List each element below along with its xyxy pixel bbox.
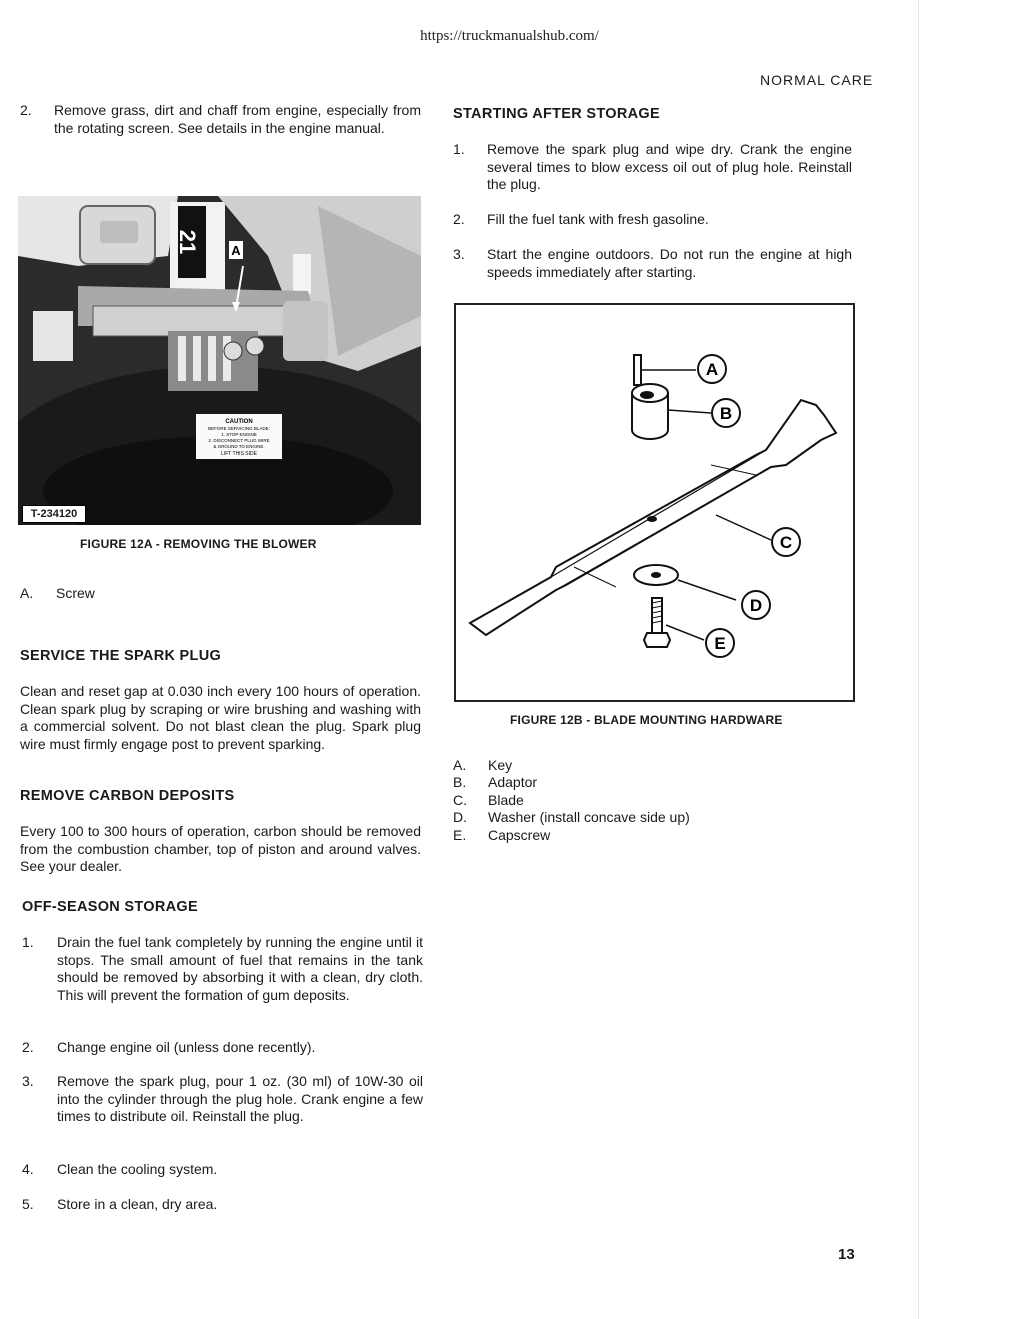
- section-text: Clean and reset gap at 0.030 inch every 100 hours of operation. Clean spark plug by scraping or wire brushing and washing with a commercial solvent. Do not blast clean the plug. Spark plug wire must firmly engage post to prevent sparking.: [20, 683, 421, 752]
- list-number: 3.: [453, 246, 465, 262]
- section-heading: REMOVE CARBON DEPOSITS: [20, 788, 235, 804]
- legend-letter: B.: [453, 774, 467, 790]
- list-number: 1.: [22, 934, 34, 950]
- engine-photo-illustration: [18, 196, 421, 525]
- legend-letter: C.: [453, 792, 467, 808]
- legend-text: Screw: [56, 585, 95, 601]
- source-url[interactable]: https://truckmanualshub.com/: [420, 28, 599, 44]
- list-text: Store in a clean, dry area.: [57, 1196, 218, 1212]
- section-heading: STARTING AFTER STORAGE: [453, 106, 660, 122]
- legend-letter: A.: [453, 757, 467, 773]
- engine-photo: [18, 196, 421, 525]
- item-number: 2.: [20, 102, 32, 118]
- blade-diagram-drawing: [456, 305, 853, 700]
- list-number: 3.: [22, 1073, 34, 1089]
- caution-line: & GROUND TO ENGINE.: [213, 444, 265, 449]
- key-part: [634, 355, 641, 385]
- scan-edge-line: [918, 0, 919, 1319]
- callout-e: E: [714, 634, 726, 653]
- photo-callout-a: A: [231, 243, 241, 258]
- list-number: 4.: [22, 1161, 34, 1177]
- caution-line: 2. DISCONNECT PLUG WIRE: [208, 438, 270, 443]
- legend-text: Key: [488, 757, 513, 773]
- list-text: Remove the spark plug and wipe dry. Crank the engine several times to blow excess oil out of plug hole. Reinstall the plug.: [487, 141, 852, 192]
- list-number: 1.: [453, 141, 465, 157]
- list-text: Fill the fuel tank with fresh gasoline.: [487, 211, 709, 227]
- blade-hardware-diagram: [454, 303, 855, 702]
- legend-letter: E.: [453, 827, 467, 843]
- callout-b: B: [719, 404, 733, 423]
- legend-text: Washer (install concave side up): [488, 809, 690, 825]
- caution-line: BEFORE SERVICING BLADE:: [208, 426, 270, 431]
- photo-id-label: T-234120: [22, 505, 86, 523]
- legend-letter: A.: [20, 585, 34, 601]
- section-heading: SERVICE THE SPARK PLUG: [20, 648, 222, 664]
- caution-line: LIFT THIS SIDE: [221, 451, 257, 457]
- legend-text: Blade: [488, 792, 524, 808]
- list-text: Remove the spark plug, pour 1 oz. (30 ml) of 10W-30 oil into the cylinder through the plug hole. Crank engine a few times to distribute oil. Reinstall the plug.: [57, 1073, 423, 1124]
- legend-text: Adaptor: [488, 774, 538, 790]
- figure-caption: FIGURE 12A - REMOVING THE BLOWER: [80, 537, 317, 551]
- page-number: 13: [838, 1246, 855, 1263]
- list-text: Clean the cooling system.: [57, 1161, 218, 1177]
- decal-number: 21: [175, 229, 200, 255]
- section-label: NORMAL CARE: [760, 72, 874, 88]
- callout-a: A: [705, 360, 719, 379]
- caution-line: 1. STOP ENGINE: [221, 432, 257, 437]
- capscrew-part: [652, 598, 662, 633]
- list-text: Drain the fuel tank completely by running the engine until it stops. The small amount of fuel that remains in the tank should be removed by absorbing it with a clean, dry cloth. This will prevent the formation of gum deposits.: [57, 934, 423, 1003]
- legend-letter: D.: [453, 809, 467, 825]
- list-text: Start the engine outdoors. Do not run the engine at high speeds immediately after starting.: [487, 246, 852, 280]
- list-number: 2.: [22, 1039, 34, 1055]
- list-text: Change engine oil (unless done recently).: [57, 1039, 316, 1055]
- item-text: Remove grass, dirt and chaff from engine, especially from the rotating screen. See details in the engine manual.: [54, 102, 421, 136]
- list-number: 5.: [22, 1196, 34, 1212]
- section-text: Every 100 to 300 hours of operation, carbon should be removed from the combustion chamber, top of piston and around valves. See your dealer.: [20, 823, 421, 874]
- callout-c: C: [779, 533, 793, 552]
- figure-caption: FIGURE 12B - BLADE MOUNTING HARDWARE: [510, 713, 783, 727]
- legend-text: Capscrew: [488, 827, 551, 843]
- list-number: 2.: [453, 211, 465, 227]
- section-heading: OFF-SEASON STORAGE: [22, 899, 198, 915]
- caution-label: CAUTION: [225, 419, 253, 425]
- callout-d: D: [749, 596, 763, 615]
